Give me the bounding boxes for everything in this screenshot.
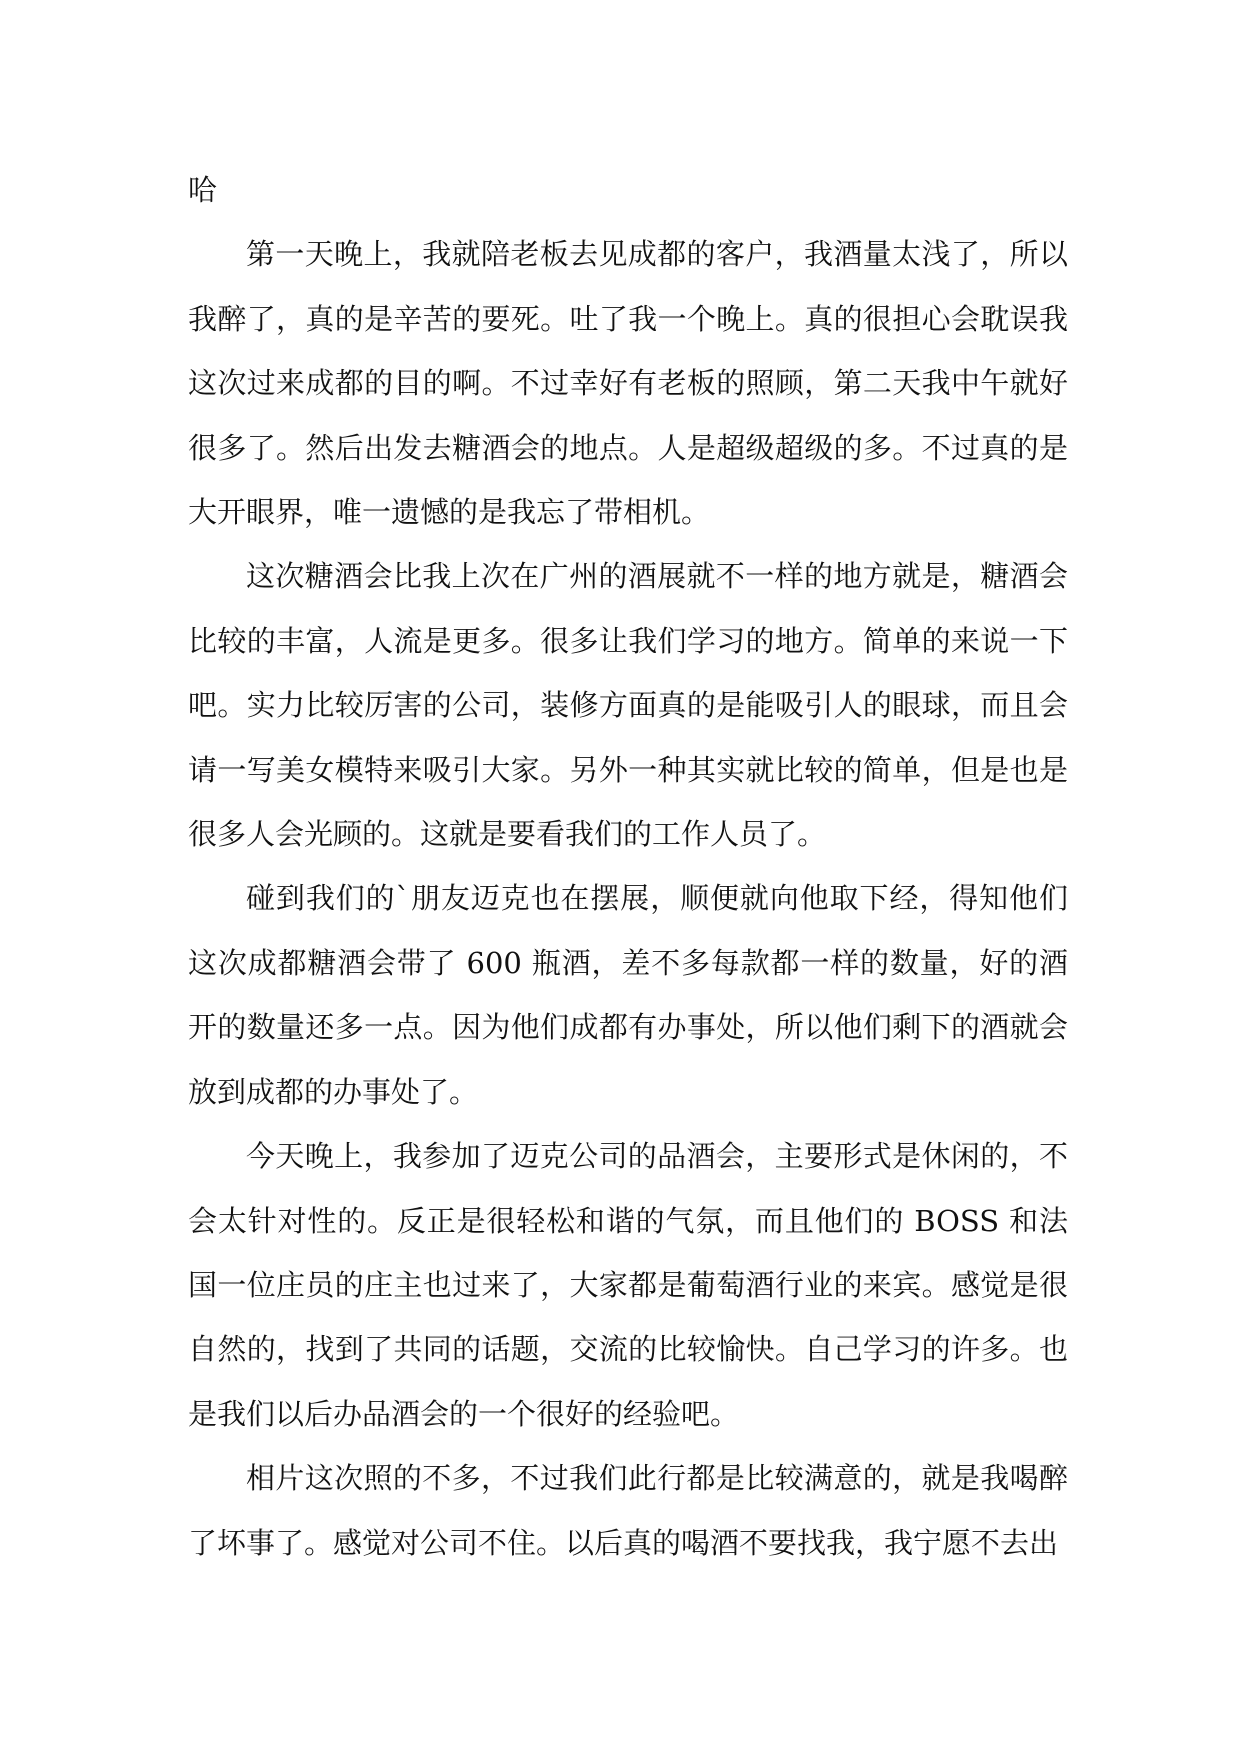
paragraph-3: 这次糖酒会比我上次在广州的酒展就不一样的地方就是，糖酒会比较的丰富，人流是更多。很多让我们学习的地方。简单的来说一下吧。实力比较厉害的公司，装修方面真的是能吸引人的眼球，而且会请一写美女模特来吸引大家。另外一种其实就比较的简单，但是也是很多人会光顾的。这就是要看我们的工作人员了。 — [188, 559, 1068, 852]
paragraph-4: 碰到我们的`朋友迈克也在摆展，顺便就向他取下经，得知他们这次成都糖酒会带了 600 瓶酒，差不多每款都一样的数量，好的酒开的数量还多一点。因为他们成都有办事处，所以他们剩下的酒就会放到成都的办事处了。 — [188, 881, 1068, 1109]
paragraph-2: 第一天晚上，我就陪老板去见成都的客户，我酒量太浅了，所以我醉了，真的是辛苦的要死。吐了我一个晚上。真的很担心会耽误我这次过来成都的目的啊。不过幸好有老板的照顾，第二天我中午就好很多了。然后出发去糖酒会的地点。人是超级超级的多。不过真的是大开眼界，唯一遗憾的是我忘了带相机。 — [188, 237, 1068, 530]
paragraph-6: 相片这次照的不多，不过我们此行都是比较满意的，就是我喝醉了坏事了。感觉对公司不住。以后真的喝酒不要找我，我宁愿不去出 — [188, 1461, 1068, 1560]
paragraph-1: 哈 — [188, 173, 218, 207]
paragraph-5: 今天晚上，我参加了迈克公司的品酒会，主要形式是休闲的，不会太针对性的。反正是很轻松和谐的气氛，而且他们的 BOSS 和法国一位庄员的庄主也过来了，大家都是葡萄酒行业的来宾。感觉是很自然的，找到了共同的话题，交流的比较愉快。自己学习的许多。也是我们以后办品酒会的一个很好的经验吧。 — [188, 1139, 1068, 1431]
document-body — [188, 158, 1068, 1575]
